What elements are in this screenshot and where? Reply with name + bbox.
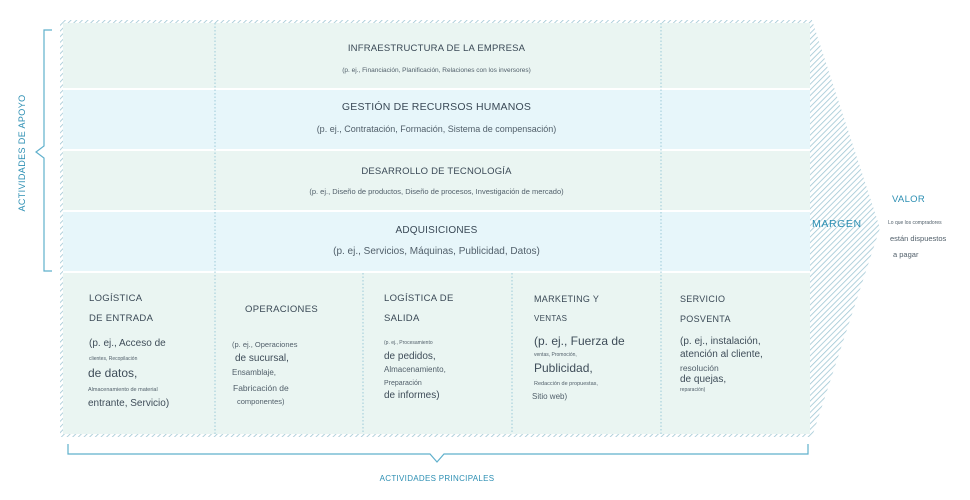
row-title-tecnologia: DESARROLLO DE TECNOLOGÍA	[361, 166, 512, 177]
column-title: OPERACIONES	[245, 304, 318, 315]
column-line: Preparación	[384, 380, 422, 387]
column-line: de informes)	[384, 390, 440, 401]
column-line: Redacción de propuestas,	[534, 381, 598, 387]
row-separator	[63, 149, 810, 151]
row-tecnologia-bg	[63, 151, 810, 210]
column-line: ventas, Promoción,	[534, 352, 577, 358]
column-line: (p. ej., Procesamiento	[384, 340, 433, 346]
column-title: DE ENTRADA	[89, 313, 154, 324]
row-sub-recursos-humanos: (p. ej., Contratación, Formación, Sistema de compensación)	[316, 124, 557, 134]
row-sub-adquisiciones: (p. ej., Servicios, Máquinas, Publicidad, Datos)	[333, 246, 540, 257]
row-title-infraestructura: INFRAESTRUCTURA DE LA EMPRESA	[347, 43, 526, 54]
row-recursos-humanos-bg	[63, 90, 810, 149]
column-line: Publicidad,	[534, 361, 593, 375]
row-title-adquisiciones: ADQUISICIONES	[395, 225, 478, 236]
column-line: Sitio web)	[532, 392, 568, 401]
column-logistica-entrada	[89, 292, 169, 409]
column-line: Fabricación de	[233, 383, 289, 393]
column-line: (p. ej., Acceso de	[89, 338, 166, 349]
column-line: de sucursal,	[235, 353, 289, 364]
column-operaciones	[232, 304, 318, 406]
value-description-line3: a pagar	[893, 250, 919, 259]
support-activities-label: ACTIVIDADES DE APOYO	[17, 94, 27, 212]
value-title: VALOR	[892, 194, 926, 205]
column-title: LOGÍSTICA DE	[384, 293, 454, 304]
column-line: (p. ej., instalación,	[680, 336, 761, 347]
column-line: entrante, Servicio)	[88, 398, 170, 409]
column-line: Almacenamiento,	[384, 365, 446, 374]
row-adquisiciones-bg	[63, 212, 810, 271]
support-bracket	[36, 30, 52, 271]
row-sub-tecnologia: (p. ej., Diseño de productos, Diseño de procesos, Investigación de mercado)	[309, 187, 564, 196]
column-title: SALIDA	[384, 313, 420, 324]
column-title: VENTAS	[534, 314, 568, 323]
row-separator	[63, 210, 810, 212]
value-description-line1: Lo que los compradores	[888, 220, 942, 226]
column-logistica-salida	[384, 292, 454, 401]
column-line: (p. ej., Fuerza de	[534, 334, 625, 348]
column-marketing-ventas	[534, 292, 625, 401]
column-line: clientes, Recopilación	[89, 356, 138, 362]
column-line: atención al cliente,	[680, 349, 763, 360]
column-line: de pedidos,	[384, 351, 436, 362]
column-line: Almacenamiento de material	[88, 387, 158, 393]
primary-activities-label: ACTIVIDADES PRINCIPALES	[379, 474, 495, 483]
column-line: Ensamblaje,	[232, 368, 277, 377]
column-line: reparación)	[680, 387, 706, 393]
column-line: de datos,	[88, 366, 138, 380]
column-line: resolución	[680, 363, 719, 373]
margin-label: MARGEN	[812, 218, 862, 230]
row-sub-infraestructura: (p. ej., Financiación, Planificación, Relaciones con los inversores)	[342, 67, 531, 74]
column-title: LOGÍSTICA	[89, 293, 143, 304]
row-infraestructura-bg	[63, 23, 810, 88]
primary-bracket	[68, 444, 808, 462]
column-servicio-posventa	[680, 292, 763, 393]
value-description-line2: están dispuestos	[890, 234, 947, 243]
column-line: de quejas,	[680, 374, 727, 385]
column-line: componentes)	[237, 397, 285, 406]
row-title-recursos-humanos: GESTIÓN DE RECURSOS HUMANOS	[341, 101, 532, 113]
column-title: MARKETING Y	[534, 294, 600, 304]
column-title: POSVENTA	[680, 314, 731, 324]
row-separator	[63, 88, 810, 90]
column-line: (p. ej., Operaciones	[232, 340, 298, 349]
column-title: SERVICIO	[680, 294, 726, 304]
row-separator	[63, 271, 810, 273]
